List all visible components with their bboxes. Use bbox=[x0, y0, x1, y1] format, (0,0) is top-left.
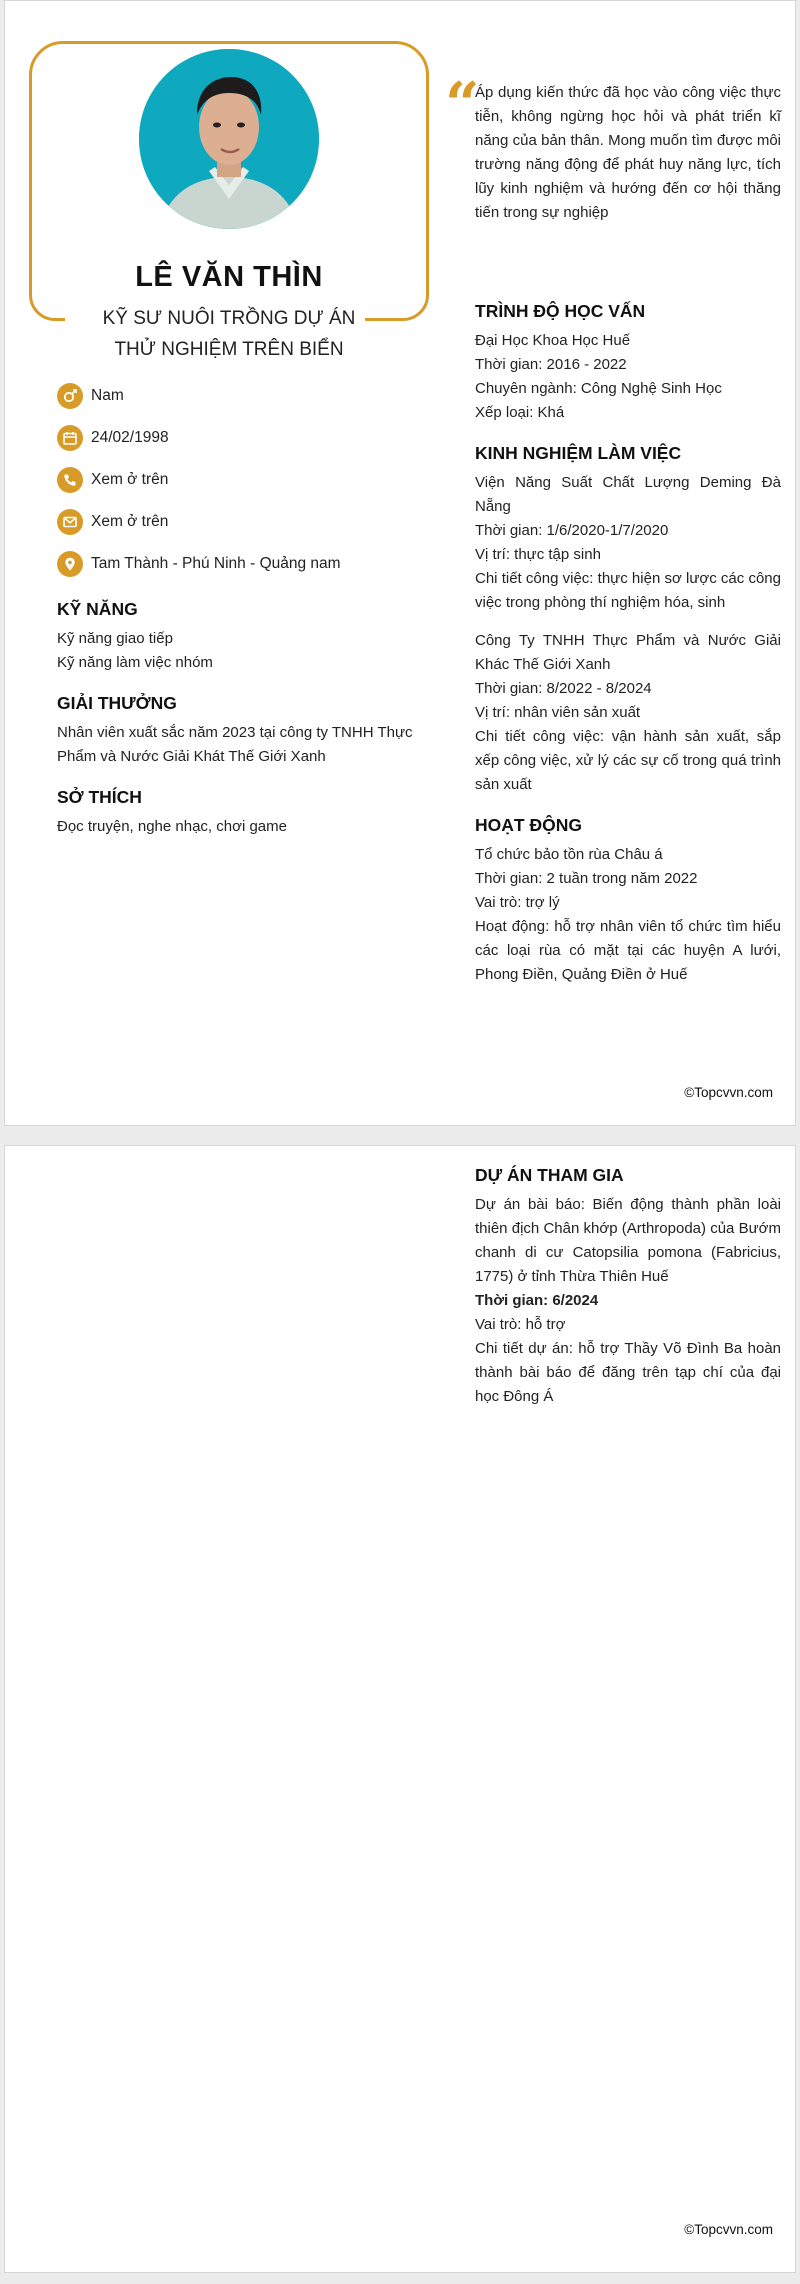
contact-gender bbox=[57, 375, 437, 417]
skills-title: KỸ NĂNG bbox=[57, 599, 138, 619]
education-time: Thời gian: 2016 - 2022 bbox=[475, 356, 627, 373]
contact-birthday bbox=[57, 417, 437, 459]
experience-detail: Chi tiết công việc: vận hành sản xuất, sắp xếp công việc, xử lý các sự cố trong quá trình sản xuất bbox=[475, 728, 781, 793]
experience-company: Viện Năng Suất Chất Lượng Deming Đà Nẵng bbox=[475, 474, 781, 515]
activity-time: Thời gian: 2 tuần trong năm 2022 bbox=[475, 870, 698, 887]
contact-phone bbox=[57, 459, 437, 501]
education-grade: Xếp loại: Khá bbox=[475, 404, 565, 421]
contact-email bbox=[57, 501, 437, 543]
phone-text: Xem ở trên bbox=[91, 471, 169, 488]
activity-org: Tổ chức bảo tồn rùa Châu á bbox=[475, 846, 663, 863]
experience-title: KINH NGHIỆM LÀM VIỆC bbox=[475, 443, 682, 463]
activities-title: HOẠT ĐỘNG bbox=[475, 815, 582, 835]
experience-detail: Chi tiết công việc: thực hiện sơ lược các công việc trong phòng thí nghiệm hóa, sinh bbox=[475, 570, 781, 611]
full-name: LÊ VĂN THÌN bbox=[135, 261, 323, 293]
awards-title: GIẢI THƯỞNG bbox=[57, 693, 177, 713]
right-column-page-2 bbox=[475, 1165, 781, 1427]
experience-company: Công Ty TNHH Thực Phẩm và Nước Giải Khác Thế Giới Xanh bbox=[475, 632, 781, 673]
quote-icon: “ bbox=[445, 70, 480, 140]
portrait-photo bbox=[139, 49, 319, 229]
projects-section bbox=[475, 1165, 781, 1409]
experience-entry bbox=[475, 629, 781, 797]
hobbies-section bbox=[57, 787, 427, 839]
email-text: Xem ở trên bbox=[91, 513, 169, 530]
gender-icon bbox=[57, 383, 83, 409]
experience-time: Thời gian: 1/6/2020-1/7/2020 bbox=[475, 522, 669, 539]
hobbies-text: Đọc truyện, nghe nhạc, chơi game bbox=[57, 818, 287, 835]
project-role: Vai trò: hỗ trợ bbox=[475, 1316, 566, 1333]
phone-icon bbox=[57, 467, 83, 493]
education-major: Chuyên ngành: Công Nghệ Sinh Học bbox=[475, 380, 722, 397]
education-section bbox=[475, 301, 781, 425]
education-school: Đại Học Khoa Học Huế bbox=[475, 332, 631, 349]
left-column bbox=[57, 599, 427, 857]
experience-entry bbox=[475, 471, 781, 615]
activity-detail: Hoạt động: hỗ trợ nhân viên tổ chức tìm hiểu các loại rùa có mặt tại các huyện A lưới, Phong Điền, Quảng Điền ở Huế bbox=[475, 918, 781, 983]
job-title-line-2: THỬ NGHIỆM TRÊN BIỂN bbox=[114, 339, 344, 360]
right-column bbox=[475, 301, 781, 1005]
job-title bbox=[29, 303, 429, 365]
education-title: TRÌNH ĐỘ HỌC VẤN bbox=[475, 301, 646, 321]
awards-section bbox=[57, 693, 427, 769]
cv-page-1 bbox=[4, 0, 796, 1126]
skill-item: Kỹ năng làm việc nhóm bbox=[57, 654, 213, 671]
footer-watermark: ©Topcvvn.com bbox=[684, 2222, 773, 2237]
calendar-icon bbox=[57, 425, 83, 451]
job-title-line-1: KỸ SƯ NUÔI TRỒNG DỰ ÁN bbox=[102, 308, 356, 329]
experience-position: Vị trí: thực tập sinh bbox=[475, 546, 601, 563]
birthday-text: 24/02/1998 bbox=[91, 429, 169, 446]
experience-time: Thời gian: 8/2022 - 8/2024 bbox=[475, 680, 652, 697]
location-icon bbox=[57, 551, 83, 577]
activity-role: Vai trò: trợ lý bbox=[475, 894, 560, 911]
career-objective: Áp dụng kiến thức đã học vào công việc thực tiễn, không ngừng học hỏi và phát triển kĩ năng của bản thân. Mong muốn tìm được môi trường năng động để phát huy năng lực, tích lũy kinh nghiệm và hướng đến cơ hội thăng tiến trong sự nghiệp bbox=[475, 84, 781, 221]
project-detail: Chi tiết dự án: hỗ trợ Thầy Võ Đình Ba hoàn thành bài báo để đăng trên tạp chí của đại học Đông Á bbox=[475, 1340, 781, 1405]
award-text: Nhân viên xuất sắc năm 2023 tại công ty TNHH Thực Phẩm và Nước Giải Khát Thế Giới Xanh bbox=[57, 724, 413, 765]
activities-section bbox=[475, 815, 781, 987]
project-time: Thời gian: 6/2024 bbox=[475, 1292, 599, 1309]
projects-title: DỰ ÁN THAM GIA bbox=[475, 1165, 624, 1185]
hobbies-title: SỞ THÍCH bbox=[57, 787, 142, 807]
address-text: Tam Thành - Phú Ninh - Quảng nam bbox=[91, 555, 341, 572]
gender-text: Nam bbox=[91, 387, 124, 404]
email-icon bbox=[57, 509, 83, 535]
cv-page-2 bbox=[4, 1145, 796, 2273]
skill-item: Kỹ năng giao tiếp bbox=[57, 630, 173, 647]
experience-section bbox=[475, 443, 781, 797]
contact-list bbox=[57, 375, 437, 585]
skills-section bbox=[57, 599, 427, 675]
avatar bbox=[139, 49, 319, 229]
footer-watermark: ©Topcvvn.com bbox=[684, 1085, 773, 1100]
project-name: Dự án bài báo: Biến động thành phần loài thiên địch Chân khớp (Arthropoda) của Bướm chanh di cư Catopsilia pomona (Fabricius, 1775) ở tỉnh Thừa Thiên Huế bbox=[475, 1196, 781, 1285]
contact-address bbox=[57, 543, 437, 585]
experience-position: Vị trí: nhân viên sản xuất bbox=[475, 704, 641, 721]
